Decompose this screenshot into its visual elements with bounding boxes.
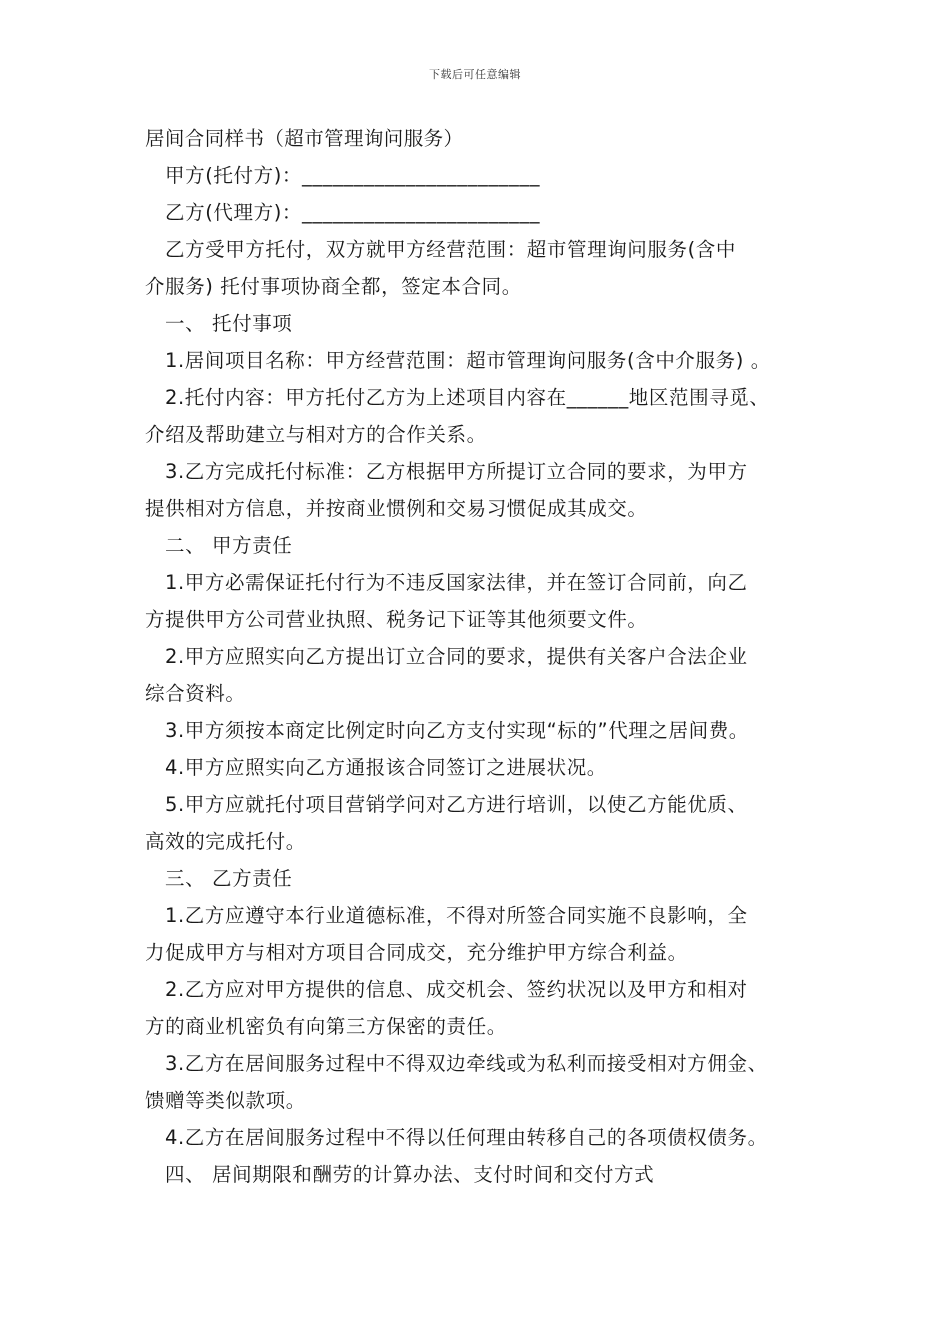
paragraph-line: 2.甲方应照实向乙方提出订立合同的要求，提供有关客户合法企业 bbox=[165, 645, 748, 668]
paragraph-line: 4.乙方在居间服务过程中不得以任何理由转移自己的各项债权债务。 bbox=[165, 1126, 768, 1149]
header-note: 下载后可任意编辑 bbox=[429, 68, 521, 81]
paragraph-line: 高效的完成托付。 bbox=[145, 830, 306, 853]
section-heading: 三、 乙方责任 bbox=[165, 867, 293, 890]
document-title: 居间合同样书（超市管理询问服务） bbox=[145, 127, 464, 150]
paragraph-line: 1.居间项目名称：甲方经营范围：超市管理询问服务(含中介服务) 。 bbox=[165, 349, 771, 372]
paragraph-line: 力促成甲方与相对方项目合同成交，充分维护甲方综合利益。 bbox=[145, 941, 688, 964]
paragraph-line: 5.甲方应就托付项目营销学问对乙方进行培训，以使乙方能优质、 bbox=[165, 793, 748, 816]
paragraph-line: 介服务) 托付事项协商全都，签定本合同。 bbox=[145, 275, 522, 298]
paragraph-line: 3.乙方在居间服务过程中不得双边牵线或为私利而接受相对方佣金、 bbox=[165, 1052, 768, 1075]
section-heading: 四、 居间期限和酬劳的计算办法、支付时间和交付方式 bbox=[165, 1163, 655, 1186]
party-a-line: 甲方(托付方)：_______________________ bbox=[165, 164, 541, 187]
paragraph-line: 3.甲方须按本商定比例定时向乙方支付实现“标的”代理之居间费。 bbox=[165, 719, 749, 742]
paragraph-line: 3.乙方完成托付标准：乙方根据甲方所提订立合同的要求，为甲方 bbox=[165, 460, 748, 483]
paragraph-line: 综合资料。 bbox=[145, 682, 246, 705]
section-heading: 一、 托付事项 bbox=[165, 312, 293, 335]
section-heading: 二、 甲方责任 bbox=[165, 534, 293, 557]
paragraph-line: 提供相对方信息，并按商业惯例和交易习惯促成其成交。 bbox=[145, 497, 648, 520]
paragraph-line: 方的商业机密负有向第三方保密的责任。 bbox=[145, 1015, 507, 1038]
paragraph-line: 1.甲方必需保证托付行为不违反国家法律，并在签订合同前，向乙 bbox=[165, 571, 748, 594]
paragraph-line: 乙方受甲方托付，双方就甲方经营范围：超市管理询问服务(含中 bbox=[165, 238, 737, 261]
paragraph-line: 2.乙方应对甲方提供的信息、成交机会、签约状况以及甲方和相对 bbox=[165, 978, 748, 1001]
paragraph-line: 方提供甲方公司营业执照、税务记下证等其他须要文件。 bbox=[145, 608, 648, 631]
paragraph-line: 4.甲方应照实向乙方通报该合同签订之进展状况。 bbox=[165, 756, 607, 779]
paragraph-line: 2.托付内容：甲方托付乙方为上述项目内容在______地区范围寻觅、 bbox=[165, 386, 770, 409]
paragraph-line: 介绍及帮助建立与相对方的合作关系。 bbox=[145, 423, 487, 446]
paragraph-line: 馈赠等类似款项。 bbox=[145, 1089, 306, 1112]
party-b-line: 乙方(代理方)：_______________________ bbox=[165, 201, 541, 224]
document-body bbox=[145, 120, 825, 1193]
paragraph-line: 1.乙方应遵守本行业道德标准，不得对所签合同实施不良影响，全 bbox=[165, 904, 748, 927]
